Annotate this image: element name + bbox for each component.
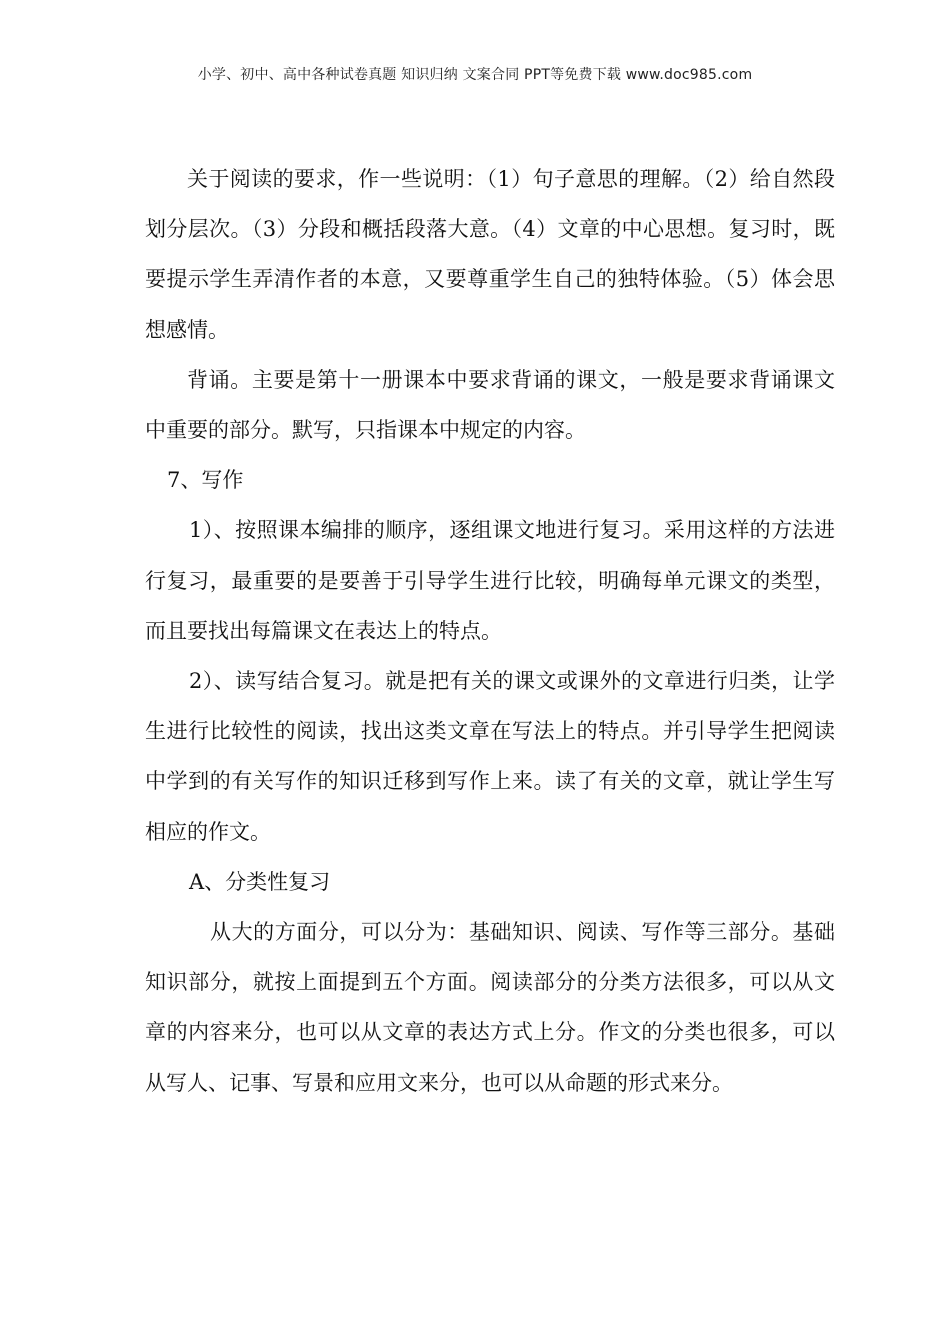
paragraph-review-method-1: 1）、按照课本编排的顺序，逐组课文地进行复习。采用这样的方法进行复习，最重要的是要善于引导学生进行比较，明确每单元课文的类型，而且要找出每篇课文在表达上的特点。 [145, 518, 835, 643]
section-heading-writing: 7、写作 [167, 468, 244, 493]
document-body [145, 154, 835, 1108]
paragraph-review-method-2: 2）、读写结合复习。就是把有关的课文或课外的文章进行归类，让学生进行比较性的阅读，找出这类文章在写法上的特点。并引导学生把阅读中学到的有关写作的知识迁移到写作上来。读了有关的文章，就让学生写相应的作文。 [145, 669, 835, 844]
subheading-classified-review: A、分类性复习 [189, 869, 331, 894]
page-header: 小学、初中、高中各种试卷真题 知识归纳 文案合同 PPT等免费下载 www.doc985.com [197, 67, 753, 83]
paragraph-recitation: 背诵。主要是第十一册课本中要求背诵的课文，一般是要求背诵课文中重要的部分。默写，只指课本中规定的内容。 [145, 367, 835, 443]
paragraph-classification: 从大的方面分，可以分为：基础知识、阅读、写作等三部分。基础知识部分，就按上面提到五个方面。阅读部分的分类方法很多，可以从文章的内容来分，也可以从文章的表达方式上分。作文的分类也很多，可以从写人、记事、写景和应用文来分，也可以从命题的形式来分。 [145, 920, 835, 1095]
paragraph-reading-requirements: 关于阅读的要求，作一些说明：（1）句子意思的理解。（2）给自然段划分层次。（3）分段和概括段落大意。（4）文章的中心思想。复习时，既要提示学生弄清作者的本意，又要尊重学生自己的独特体验。（5）体会思想感情。 [145, 167, 835, 342]
